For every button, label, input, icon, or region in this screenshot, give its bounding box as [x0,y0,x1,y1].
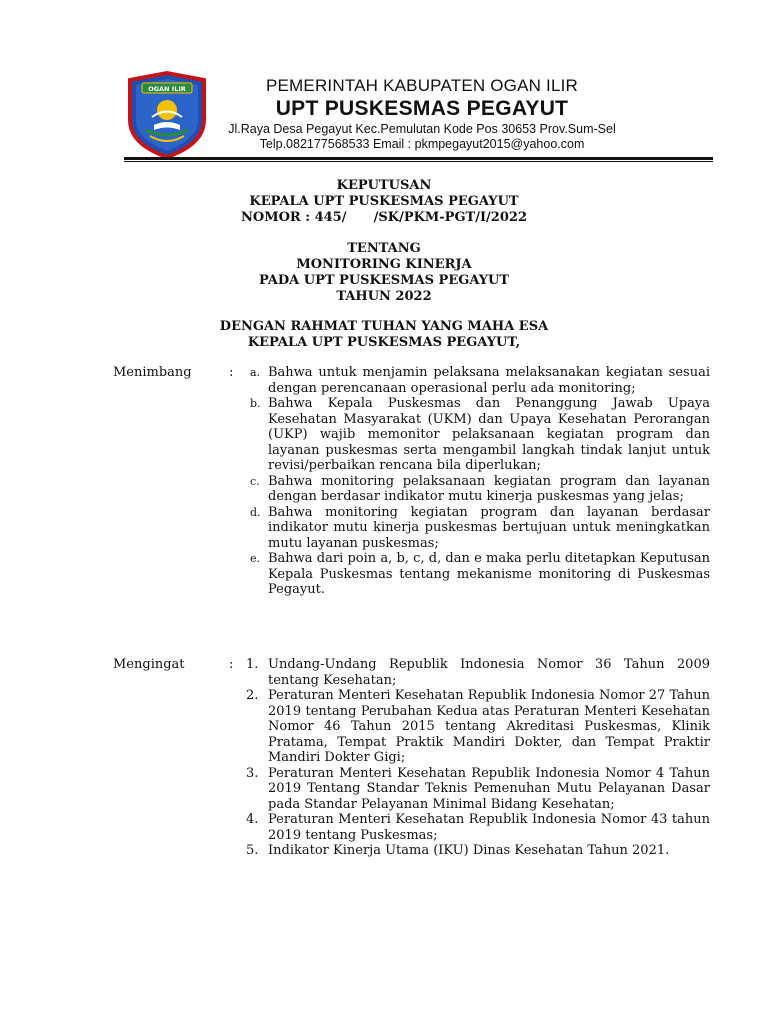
menimbang-colon: : [229,365,234,380]
list-item-text: Peraturan Menteri Kesehatan Republik Indonesia Nomor 4 Tahun 2019 Tentang Standar Teknis Pemenuhan Mutu Pelayanan Dasar pada Standar Pelayanan Minimal Bidang Kesehatan; [268,765,710,812]
menimbang-label: Menimbang [113,365,192,380]
subject-line: PADA UPT PUSKESMAS PEGAYUT [258,273,510,288]
mengingat-label: Mengingat [113,657,185,672]
list-marker: 1. [246,657,259,672]
list-marker: a. [250,366,261,379]
svg-text:OGAN ILIR: OGAN ILIR [148,85,186,93]
mengingat-colon: : [229,657,234,672]
list-item [246,766,710,813]
list-item [246,365,710,396]
list-marker: 4. [246,812,259,827]
list-item [246,812,710,843]
list-item-text: Indikator Kinerja Utama (IKU) Dinas Kesehatan Tahun 2021. [268,843,670,858]
list-item-text: Bahwa monitoring kegiatan program dan layanan berdasar indikator mutu kinerja puskesmas bertujuan untuk meningkatkan mutu layanan puskesmas; [268,504,710,551]
invocation-line: KEPALA UPT PUSKESMAS PEGAYUT, [247,335,521,350]
list-item-text: Bahwa dari poin a, b, c, d, dan e maka perlu ditetapkan Keputusan Kepala Puskesmas tentang mekanisme monitoring di Puskesmas Pegayut. [268,551,710,597]
subject-line: MONITORING KINERJA [296,257,472,272]
list-marker: d. [250,505,261,519]
list-item [246,688,710,766]
mengingat-list [246,657,710,859]
list-marker: b. [250,397,261,410]
subject-line: TENTANG [347,241,421,256]
list-item [246,396,710,474]
letterhead-divider-thin [124,161,713,162]
list-item [246,551,710,598]
organization-name: UPT PUSKESMAS PEGAYUT [275,97,569,120]
title-line: KEPALA UPT PUSKESMAS PEGAYUT [249,194,519,209]
list-item-text: Bahwa untuk menjamin pelaksana melaksanakan kegiatan sesuai dengan perencanaan operasional perlu ada monitoring; [268,365,710,396]
list-item-text: Bahwa Kepala Puskesmas dan Penanggung Jawab Upaya Kesehatan Masyarakat (UKM) dan Upaya Kesehatan Perorangan (UKP) wajib memonitor pelaksanaan kegiatan program dan layanan puskesmas serta mengambil langkah tindak lanjut untuk revisi/perbaikan rencana bila diperlukan; [268,396,710,473]
decree-number: NOMOR : 445/ /SK/PKM-PGT/I/2022 [241,210,527,225]
list-marker: 2. [246,688,259,703]
list-marker: c. [250,474,260,488]
list-item-text: Bahwa monitoring pelaksanaan kegiatan program dan layanan dengan berdasar indikator mutu kinerja puskesmas yang jelas; [268,473,710,504]
list-item-text: Peraturan Menteri Kesehatan Republik Indonesia Nomor 43 tahun 2019 tentang Puskesmas; [268,812,710,843]
invocation [0,319,768,351]
contact-line: Telp.082177568533 Email : pkmpegayut2015@yahoo.com [259,137,585,151]
list-item [246,474,710,505]
list-marker: 5. [246,843,259,858]
ogan-ilir-emblem-icon [124,70,210,160]
menimbang-list [246,365,710,598]
title-line: KEPUTUSAN [336,178,432,193]
subject-line: TAHUN 2022 [336,289,432,304]
list-item-text: Peraturan Menteri Kesehatan Republik Indonesia Nomor 27 Tahun 2019 tentang Perubahan Kedua atas Peraturan Menteri Kesehatan Nomor 46 Tahun 2015 tentang Akreditasi Puskesmas, Klinik Pratama, Tempat Praktik Mandiri Dokter, dan Tempat Praktir Mandiri Dokter Gigi; [268,688,710,765]
decree-title [0,178,768,226]
list-item-text: Undang-Undang Republik Indonesia Nomor 36 Tahun 2009 tentang Kesehatan; [268,657,710,688]
government-name: PEMERINTAH KABUPATEN OGAN ILIR [265,76,579,95]
invocation-line: DENGAN RAHMAT TUHAN YANG MAHA ESA [219,319,549,334]
list-item [246,657,710,688]
letterhead-divider-thick [124,157,713,160]
decree-subject [0,241,768,305]
list-marker: 3. [246,765,259,781]
list-item [246,843,710,859]
letterhead [210,76,634,152]
list-marker: e. [250,552,261,565]
list-item [246,505,710,552]
address-line: Jl.Raya Desa Pegayut Kec.Pemulutan Kode Pos 30653 Prov.Sum-Sel [228,122,616,136]
